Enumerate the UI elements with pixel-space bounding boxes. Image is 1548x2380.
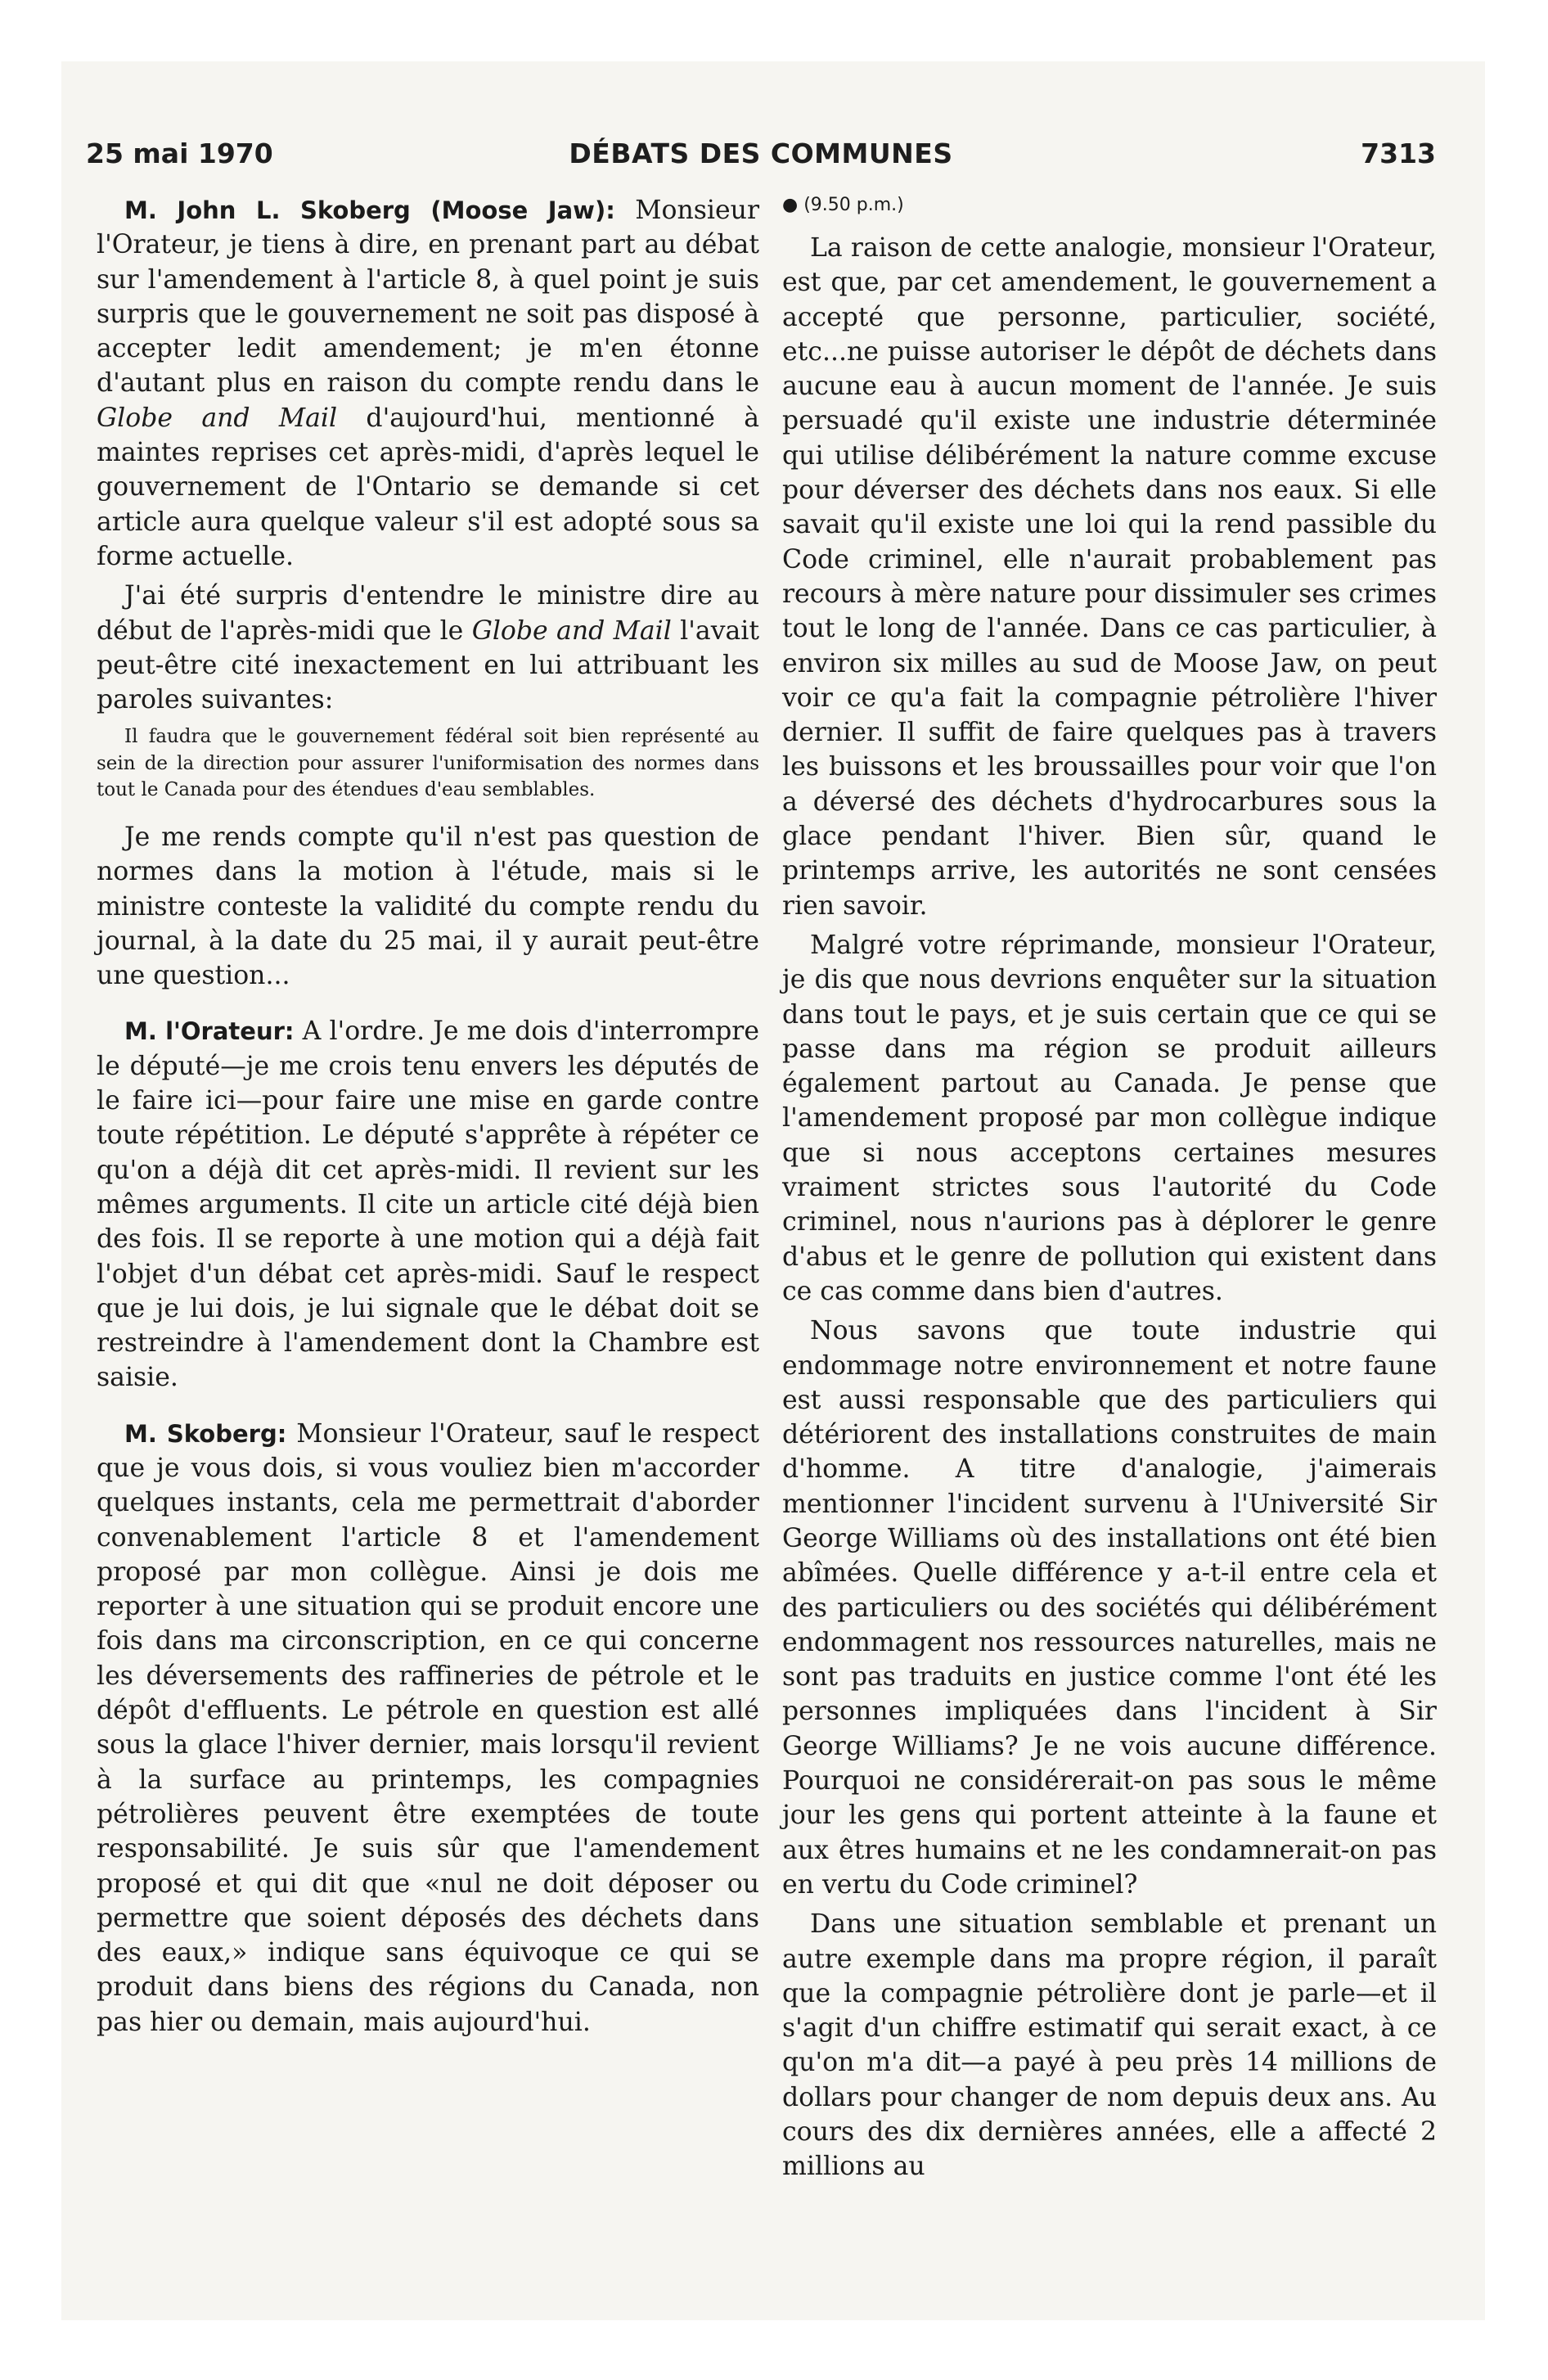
paragraph-speaker-order	[97, 1014, 759, 1395]
time-marker-text: (9.50 p.m.)	[803, 195, 904, 215]
paragraph-surprised	[97, 579, 759, 717]
speaker-name: M. l'Orateur:	[124, 1017, 295, 1046]
header-date: 25 mai 1970	[86, 137, 273, 169]
page-header	[86, 137, 1436, 178]
paragraph-text: l'avait peut-être cité inexactement en lui attribuant les paroles suivantes:	[97, 615, 760, 715]
paragraph-skoberg-reply	[97, 1417, 759, 2040]
paragraph-text: A l'ordre. Je me dois d'interrompre le député—je me crois tenu envers les députés de le faire ici—pour faire une mise en garde contre toute répétition. Le député s'apprête à répéter ce qu'on a déjà dit cet après-midi. Il revient sur les mêmes arguments. Il cite un article cité déjà bien des fois. Il se reporte à une motion qui a déjà fait l'objet d'un débat cet après-midi. Sauf le respect que je lui dois, je lui signale que le débat doit se restreindre à l'amendement dont la Chambre est saisie.	[97, 1016, 760, 1393]
bullet-icon: ●	[782, 195, 799, 215]
paragraph-text: Monsieur l'Orateur, sauf le respect que je vous dois, si vous vouliez bien m'accorder quelques instants, cela me permettrait d'aborder convenablement l'article 8 et l'amendement proposé par mon collègue. Ainsi je dois me reporter à une situation qui se produit encore une fois dans ma circonscription, en ce qui concerne les déversements des raffineries de pétrole et le dépôt d'effluents. Le pétrole en question est allé sous la glace l'hiver dernier, mais lorsqu'il revient à la surface au printemps, les compagnies pétrolières peuvent être exemptées de toute responsabilité. Je suis sûr que l'amendement proposé et qui dit que «nul ne doit déposer ou permettre que soient déposés des déchets dans des eaux,» indique sans équivoque ce qui se produit dans biens des régions du Canada, non pas hier ou demain, mais aujourd'hui.	[97, 1418, 759, 2037]
paragraph-example: Dans une situation semblable et prenant un autre exemple dans ma propre région, il paraît que la compagnie pétrolière dont je parle—et il s'agit d'un chiffre estimatif qui serait exact, à ce qu'on m'a dit—a payé à peu près 14 millions de dollars pour changer de nom depuis deux ans. Au cours des dix dernières années, elle a affecté 2 millions au	[782, 1909, 1437, 2182]
paragraph-text: d'aujourd'hui, mentionné à maintes reprises cet après-midi, d'après lequel le gouvernement de l'Ontario se demande si cet article aura quelque valeur s'il est adopté sous sa forme actuelle.	[97, 403, 759, 571]
paragraph-industry: Nous savons que toute industrie qui endommage notre environnement et notre faune est aussi responsable que des particuliers qui détériorent des installations construites de main d'homme. A titre d'analogie, j'aimerais mentionner l'incident survenu à l'Université Sir George Williams où des installations ont été bien abîmées. Quelle différence y a-t-il entre cela et des particuliers ou des sociétés qui délibérément endommagent nos ressources naturelles, mais ne sont pas traduits en justice comme l'ont été les personnes impliquées dans l'incident à Sir George Williams? Je ne vois aucune différence. Pourquoi ne considérerait-on pas sous le même jour les gens qui portent atteinte à la faune et aux êtres humains et ne les condamnerait-on pas en vertu du Code criminel?	[782, 1316, 1437, 1900]
paragraph-norms: Je me rends compte qu'il n'est pas question de normes dans la motion à l'étude, mais si le ministre conteste la validité du compte rendu du journal, à la date du 25 mai, il y aurait peut-être une question...	[97, 822, 759, 991]
paragraph-reprimand: Malgré votre réprimande, monsieur l'Orateur, je dis que nous devrions enquêter sur la situation dans tout le pays, et je suis certain que ce qui se passe dans ma région se produit ailleurs également partout au Canada. Je pense que l'amendement proposé par mon collègue indique que si nous acceptons certaines mesures vraiment strictes sous l'autorité du Code criminel, nous n'aurions pas à déplorer le genre d'abus et le genre de pollution qui existent dans ce cas comme dans bien d'autres.	[782, 930, 1437, 1306]
paragraph-text: Monsieur l'Orateur, je tiens à dire, en prenant part au débat sur l'amendement à l'article 8, à quel point je suis surpris que le gouvernement ne soit pas disposé à accepter ledit amendement; je m'en étonne d'autant plus en raison du compte rendu dans le	[97, 196, 759, 399]
spacer	[97, 1400, 759, 1417]
time-marker	[782, 193, 1437, 218]
header-title: DÉBATS DES COMMUNES	[569, 137, 953, 169]
left-column	[97, 193, 759, 2044]
header-page-number: 7313	[1361, 137, 1436, 169]
speaker-name: M. Skoberg:	[124, 1419, 287, 1448]
newspaper-title: Globe and Mail	[471, 615, 672, 646]
paragraph-skoberg-opening	[97, 193, 759, 574]
block-quote: Il faudra que le gouvernement fédéral soit bien représenté au sein de la direction pour assurer l'uniformisation des normes dans tout le Canada pour des étendues d'eau semblables.	[97, 726, 759, 801]
right-column	[782, 193, 1437, 2189]
speaker-name: M. John L. Skoberg (Moose Jaw):	[124, 196, 615, 224]
paragraph-analogy: La raison de cette analogie, monsieur l'Orateur, est que, par cet amendement, le gouvernement a accepté que personne, particulier, société, etc...ne puisse autoriser le dépôt de déchets dans aucune eau à aucun moment de l'année. Je suis persuadé qu'il existe une industrie déterminée qui utilise délibérément la nature comme excuse pour déverser des déchets dans nos eaux. Si elle savait qu'il existe une loi qui la rend passible du Code criminel, elle n'aurait probablement pas recours à mère nature pour dissimuler ses crimes tout le long de l'année. Dans ce cas particulier, à environ six milles au sud de Moose Jaw, on peut voir ce qu'a fait la compagnie pétrolière l'hiver dernier. Il suffit de faire quelques pas à travers les buissons et les broussailles pour voir que l'on a déversé des déchets d'hydrocarbures sous la glace pendant l'hiver. Bien sûr, quand le printemps arrive, les autorités ne sont censées rien savoir.	[782, 233, 1437, 921]
spacer	[97, 998, 759, 1014]
newspaper-title: Globe and Mail	[97, 403, 338, 433]
paragraph-text: J'ai été surpris d'entendre le ministre dire au début de l'après-midi que le	[97, 581, 759, 646]
